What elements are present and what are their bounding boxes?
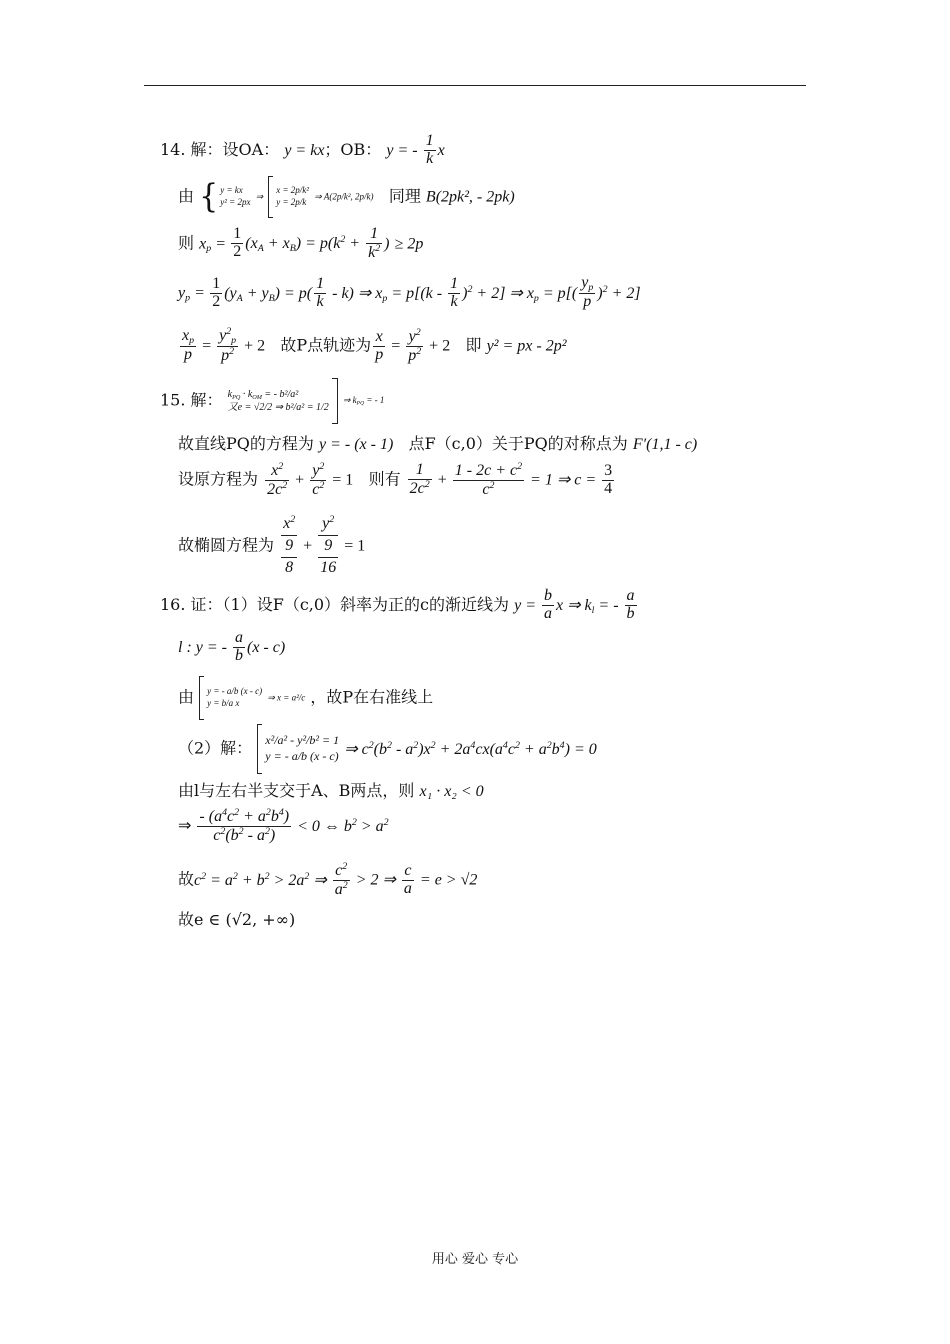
p16-line7: 故$c^2 = a^2 + b^2 > 2a^2$ ⇒ $\frac{c^2}{a^2}$ > 2 ⇒ $\frac{c}{a}$ = e > √2 [178, 861, 478, 898]
p15-l3-mid: 则有 [368, 469, 401, 489]
p16-line8 [178, 910, 295, 929]
p16-system-2: x²/a² - y²/b² = 1 y = - a/b (x - c) [257, 724, 339, 774]
p14-line5: $\frac{x_p}{p}$ = $\frac{y^2_p}{p^2}$ + 2 故P点轨迹为 $\frac{x}{p}$ = $\frac{y^2}{p^2}$ + 2 即 y² = px - 2p² [182, 326, 567, 365]
p14-same: 同理 [388, 186, 421, 206]
header-rule [144, 85, 806, 86]
p14-ineq: ≥ 2p [394, 235, 424, 253]
p14-l3-lead: 则 [178, 233, 195, 253]
p16-label: 16. 证：（1）设F（c,0）斜率为正的c的渐近线为 [160, 594, 510, 614]
p15-line2 [178, 434, 697, 454]
p15-l3-lead: 设原方程为 [178, 469, 259, 489]
p16-line4: （2）解： x²/a² - y²/b² = 1 y = - a/b (x - c) ⇒ $c^2(b^2 - a^2)x^2 + 2a^4cx(a^4c^2 + a^2b^4) = 0$ [178, 724, 597, 774]
p14-ob-label: ；OB： [324, 139, 382, 159]
p16-l3-lead: 由 [178, 687, 195, 707]
p16-l7-lead: 故 [178, 869, 195, 889]
p14-line1: 14. 解：设OA： y = kx；OB： y = - $\frac{1}{k}$ x [160, 132, 445, 167]
p16-line5 [178, 781, 484, 801]
p14-final-eq: y² = px - 2p² [486, 337, 567, 355]
p14-line2: 由 { y = kx y² = 2px ⇒ x = 2p/k² y = 2p/k ⇒ A(2p/k², 2p/k) 同理 B(2pk², - 2pk) [178, 176, 515, 218]
p15-line-eq: y = - (x - 1) [318, 436, 394, 453]
p16-l2-lead: l : y = - [178, 638, 231, 656]
p16-line1: 16. 证：（1）设F（c,0）斜率为正的c的渐近线为 y = $\frac{b}{a}$ x ⇒ $k_l$ = - $\frac{a}{b}$ [160, 587, 635, 622]
p15-sym-point: F′(1,1 - c) [632, 436, 698, 453]
p16-line2: l : y = - $\frac{a}{b}$ (x - c) [178, 629, 286, 664]
p15-l4-lead: 故椭圆方程为 [178, 535, 275, 555]
p14-ie: 即 [465, 335, 482, 355]
p15-l2b: 点F（c,0）关于PQ的对称点为 [408, 434, 628, 453]
p15-l2: 故直线PQ的方程为 [178, 434, 314, 453]
p15-line4: 故椭圆方程为 $x^2$ 9 8 + $y^2$ 9 16 = 1 [178, 514, 366, 576]
p14-label: 14. 解：设OA： [160, 139, 280, 159]
p15-line3: 设原方程为 $\frac{x^2}{2c^2}$ + $\frac{y^2}{c^2}$ = 1 则有 $\frac{1}{2c^2}$ + $\frac{1 - 2c + c^2}{c^2}$ = 1 ⇒ c = $\frac{3}{4}$ [178, 461, 613, 498]
p14-trace: 故P点轨迹为 [280, 335, 372, 355]
p14-point-b: B(2pk², - 2pk) [425, 188, 515, 206]
p15-system: $k_{PQ} \cdot k_{OM}$ = - b²/a² 又e = √2/2 ⇒ b²/a² = 1/2 [227, 388, 329, 414]
p16-l3-tail: ，故P在右准线上 [310, 687, 434, 707]
p16-product: x₁ · x₂ < 0 [419, 783, 484, 800]
p16-l5: 由l与左右半支交于A、B两点，则 [178, 781, 415, 800]
p16-line6: ⇒ $\frac{- (a^4c^2 + a^2b^4)}{c^2(b^2 - a^2)}$ < 0 ⇔ $b^2 > a^2$ [178, 807, 389, 844]
p16-line3: 由 y = - a/b (x - c) y = b/a x ⇒ x = a²/c ，故P在右准线上 [178, 676, 433, 720]
page-footer: 用心 爱心 专心 [431, 1252, 519, 1267]
p14-oa-eq: y = kx [284, 141, 325, 159]
p15-label: 15. 解： [160, 390, 223, 410]
p14-line4: $y_p$ = $\frac{1}{2}$ $(y_A + y_B) = p$( $\frac{1}{k}$ - k) ⇒ $x_p = p[(k$ - $\frac{1}{k}$ )$^2$ + 2] ⇒ $x_p = p$[( $\frac{y_p}{p}$ )$^2$ + 2] [178, 274, 641, 311]
p16-system-1: y = - a/b (x - c) y = b/a x [199, 676, 262, 720]
p15-line1: 15. 解： $k_{PQ} \cdot k_{OM}$ = - b²/a² 又e = √2/2 ⇒ b²/a² = 1/2 ⇒ $k_{PQ}$ = - 1 [160, 378, 384, 424]
p14-ob-eq: y = - [386, 141, 422, 159]
p16-l4-lead: （2）解： [178, 738, 253, 758]
p14-l2-lead: 由 [178, 186, 195, 206]
p14-system-1: { y = kx y² = 2px [199, 177, 251, 216]
p14-line3: 则 $x_p$ = $\frac{1}{2}$ $(x_A + x_B) = p(k^2$ + $\frac{1}{k^2}$ ) ≥ 2p [178, 225, 424, 261]
p14-system-2: x = 2p/k² y = 2p/k [268, 176, 309, 218]
p16-l8: 故e ∈ (√2, +∞) [178, 910, 296, 929]
p14-ob-frac: $\frac{1}{k}$ [425, 132, 434, 167]
